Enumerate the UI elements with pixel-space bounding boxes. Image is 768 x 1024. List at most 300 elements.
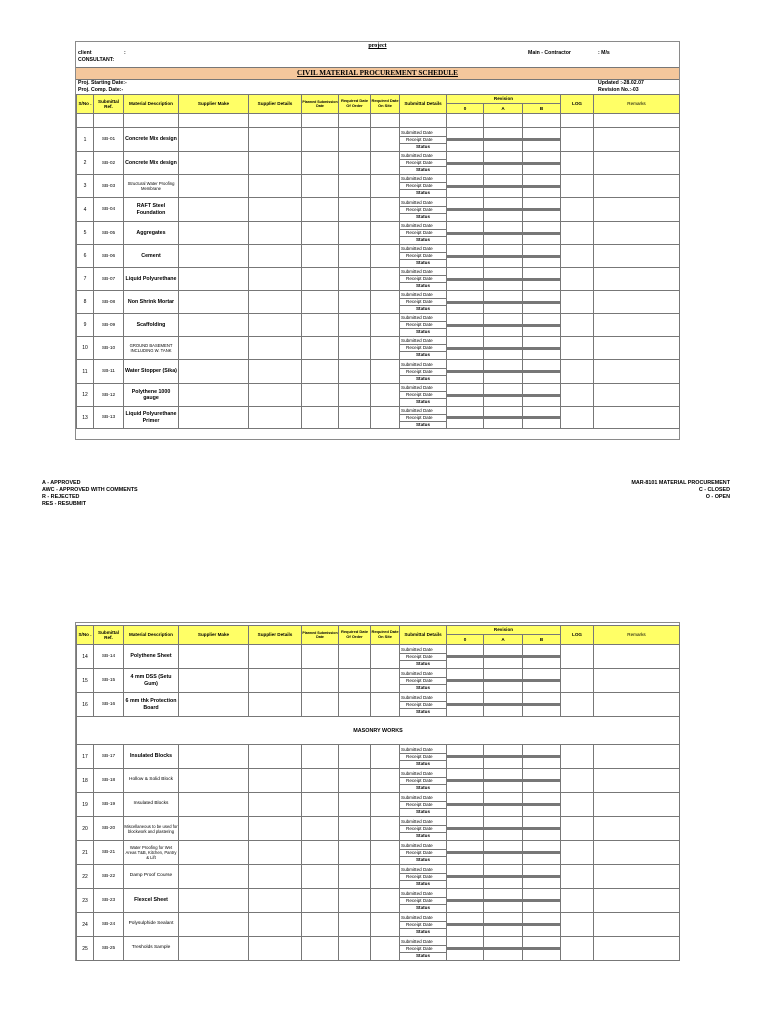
revision-slot bbox=[523, 949, 560, 950]
site-date-cell bbox=[371, 198, 400, 222]
log-cell bbox=[561, 198, 594, 222]
log-cell bbox=[561, 245, 594, 268]
revision-slot bbox=[447, 210, 483, 211]
supplier-details-cell bbox=[249, 175, 302, 198]
revision-slot bbox=[447, 140, 483, 141]
row-number: 14 bbox=[77, 645, 94, 669]
status-label-submitted: Submitted Date bbox=[400, 843, 446, 850]
revision-cell bbox=[484, 268, 523, 291]
remarks-cell bbox=[594, 222, 680, 245]
revision-slot bbox=[484, 805, 522, 806]
supplier-details-cell bbox=[249, 152, 302, 175]
status-label-submitted: Submitted Date bbox=[400, 867, 446, 874]
planned-date-cell bbox=[302, 889, 339, 913]
submittal-ref: SB-07 bbox=[94, 268, 124, 291]
revision-slot bbox=[484, 705, 522, 706]
submittal-details-cell bbox=[400, 865, 447, 889]
order-date-cell bbox=[339, 645, 371, 669]
revision-slot bbox=[523, 657, 560, 658]
status-label-receipt: Receipt Date bbox=[400, 207, 446, 214]
remarks-cell bbox=[594, 152, 680, 175]
log-cell bbox=[561, 222, 594, 245]
revision-cell bbox=[484, 175, 523, 198]
row-number: 25 bbox=[77, 937, 94, 961]
status-label-submitted: Submitted Date bbox=[400, 385, 446, 392]
revision-cell bbox=[523, 669, 561, 693]
order-date-cell bbox=[339, 360, 371, 384]
revision-slot bbox=[523, 372, 560, 373]
table-row bbox=[77, 407, 680, 429]
revision-slot bbox=[523, 901, 560, 902]
revision-cell bbox=[447, 865, 484, 889]
submittal-details-cell bbox=[400, 889, 447, 913]
revision-slot bbox=[523, 418, 560, 419]
revision-cell bbox=[447, 693, 484, 717]
revision-cell bbox=[484, 841, 523, 865]
status-label-status: Status bbox=[415, 708, 431, 714]
status-label-submitted: Submitted Date bbox=[400, 647, 446, 654]
revision-cell bbox=[447, 645, 484, 669]
status-label-submitted: Submitted Date bbox=[400, 795, 446, 802]
revision-slot bbox=[523, 257, 560, 258]
revision-slot bbox=[523, 853, 560, 854]
row-number: 2 bbox=[77, 152, 94, 175]
revision-slot bbox=[447, 681, 483, 682]
log-cell bbox=[561, 745, 594, 769]
row-number: 18 bbox=[77, 769, 94, 793]
supplier-details-cell bbox=[249, 222, 302, 245]
col-material: Material Description bbox=[124, 95, 179, 114]
table-row bbox=[77, 841, 680, 865]
revision-cell bbox=[523, 841, 561, 865]
revision-slot bbox=[523, 234, 560, 235]
revision-cell bbox=[523, 407, 561, 429]
status-label-receipt: Receipt Date bbox=[400, 850, 446, 857]
revision-cell bbox=[447, 889, 484, 913]
remarks-cell bbox=[594, 865, 680, 889]
revision-cell bbox=[484, 337, 523, 360]
material-description: Hollow & Solid Block bbox=[124, 769, 179, 793]
revision-cell bbox=[484, 817, 523, 841]
revision-cell bbox=[447, 769, 484, 793]
planned-date-cell bbox=[302, 937, 339, 961]
submittal-details-cell bbox=[400, 841, 447, 865]
submittal-ref: SB-15 bbox=[94, 669, 124, 693]
site-date-cell bbox=[371, 745, 400, 769]
remarks-cell bbox=[594, 817, 680, 841]
status-label-submitted: Submitted Date bbox=[400, 671, 446, 678]
col-req-site: Required Date On Site bbox=[371, 626, 400, 645]
status-label-status: Status bbox=[415, 167, 431, 172]
status-label-status: Status bbox=[415, 143, 431, 149]
col-supplier-make: Supplier Make bbox=[179, 95, 249, 114]
order-date-cell bbox=[339, 889, 371, 913]
submittal-details-cell bbox=[400, 291, 447, 314]
material-description: Polythene Sheet bbox=[124, 645, 179, 669]
status-label-status: Status bbox=[415, 213, 431, 219]
section-row-masonry bbox=[77, 717, 680, 745]
col-log: LOG bbox=[561, 95, 594, 114]
supplier-details-cell bbox=[249, 841, 302, 865]
revision-slot bbox=[447, 829, 483, 830]
revision-slot bbox=[484, 949, 522, 950]
row-number: 4 bbox=[77, 198, 94, 222]
status-label-submitted: Submitted Date bbox=[400, 223, 446, 230]
supplier-make-cell bbox=[179, 669, 249, 693]
status-label-submitted: Submitted Date bbox=[400, 819, 446, 826]
planned-date-cell bbox=[302, 128, 339, 152]
supplier-details-cell bbox=[249, 268, 302, 291]
planned-date-cell bbox=[302, 245, 339, 268]
material-description: Liquid Polyurethane Primer bbox=[124, 407, 179, 429]
revision-cell bbox=[447, 222, 484, 245]
revision-slot bbox=[484, 925, 522, 926]
revision-cell bbox=[484, 793, 523, 817]
planned-date-cell bbox=[302, 669, 339, 693]
revision-slot bbox=[447, 877, 483, 878]
revision-slot bbox=[523, 805, 560, 806]
planned-date-cell bbox=[302, 360, 339, 384]
remarks-cell bbox=[594, 841, 680, 865]
proj-start-date: Proj. Starting Date:- bbox=[78, 80, 127, 86]
revision-slot bbox=[447, 257, 483, 258]
row-number: 20 bbox=[77, 817, 94, 841]
section-masonry-works: MASONRY WORKS bbox=[77, 717, 680, 745]
order-date-cell bbox=[339, 817, 371, 841]
supplier-details-cell bbox=[249, 889, 302, 913]
row-number: 9 bbox=[77, 314, 94, 337]
revision-cell bbox=[523, 360, 561, 384]
log-cell bbox=[561, 152, 594, 175]
status-label-status: Status bbox=[415, 684, 431, 690]
revision-cell bbox=[484, 245, 523, 268]
revision-slot bbox=[484, 757, 522, 758]
log-cell bbox=[561, 314, 594, 337]
material-description: RAFT Steel Foundation bbox=[124, 198, 179, 222]
revision-cell bbox=[523, 889, 561, 913]
site-date-cell bbox=[371, 337, 400, 360]
revision-cell bbox=[484, 314, 523, 337]
revision-cell bbox=[484, 889, 523, 913]
revision-slot bbox=[484, 657, 522, 658]
revision-cell bbox=[447, 245, 484, 268]
row-number: 8 bbox=[77, 291, 94, 314]
revision-cell bbox=[523, 268, 561, 291]
submittal-ref: SB-12 bbox=[94, 384, 124, 407]
revision-slot bbox=[447, 349, 483, 350]
planned-date-cell bbox=[302, 337, 339, 360]
order-date-cell bbox=[339, 314, 371, 337]
order-date-cell bbox=[339, 793, 371, 817]
log-cell bbox=[561, 693, 594, 717]
planned-date-cell bbox=[302, 745, 339, 769]
revision-slot bbox=[523, 164, 560, 165]
revision-slot bbox=[523, 303, 560, 304]
revision-slot bbox=[484, 681, 522, 682]
status-label-receipt: Receipt Date bbox=[400, 322, 446, 329]
revision-cell bbox=[447, 407, 484, 429]
material-description: Water Proofing for Wet Areas T&B, Kitchen, Pantry & Lift bbox=[124, 841, 179, 865]
site-date-cell bbox=[371, 865, 400, 889]
submittal-details-cell bbox=[400, 407, 447, 429]
procurement-table-2 bbox=[76, 625, 680, 961]
status-label-receipt: Receipt Date bbox=[400, 754, 446, 761]
remarks-cell bbox=[594, 669, 680, 693]
revision-slot bbox=[447, 326, 483, 327]
material-description: Insulated Blocks bbox=[124, 793, 179, 817]
revision-slot bbox=[447, 805, 483, 806]
submittal-ref: SB-10 bbox=[94, 337, 124, 360]
submittal-ref: SB-03 bbox=[94, 175, 124, 198]
log-cell bbox=[561, 865, 594, 889]
revision-cell bbox=[523, 645, 561, 669]
sheet-title-bar bbox=[76, 67, 679, 80]
material-description: Non Shrink Mortar bbox=[124, 291, 179, 314]
revision-slot bbox=[484, 877, 522, 878]
table-row bbox=[77, 291, 680, 314]
remarks-cell bbox=[594, 245, 680, 268]
remarks-cell bbox=[594, 769, 680, 793]
schedule-sheet-2 bbox=[75, 622, 680, 961]
submittal-details-cell bbox=[400, 198, 447, 222]
site-date-cell bbox=[371, 669, 400, 693]
table-row bbox=[77, 913, 680, 937]
table-row bbox=[77, 645, 680, 669]
revision-cell bbox=[523, 817, 561, 841]
col-revision: Revision bbox=[447, 95, 561, 104]
revision-cell bbox=[447, 268, 484, 291]
status-label-receipt: Receipt Date bbox=[400, 702, 446, 709]
submittal-ref: SB-24 bbox=[94, 913, 124, 937]
revision-slot bbox=[484, 396, 522, 397]
supplier-details-cell bbox=[249, 745, 302, 769]
col-req-order: Required Date Of Order bbox=[339, 95, 371, 114]
revision-slot bbox=[523, 280, 560, 281]
row-number: 17 bbox=[77, 745, 94, 769]
revision-cell bbox=[484, 360, 523, 384]
revision-cell bbox=[523, 222, 561, 245]
revision-slot bbox=[484, 349, 522, 350]
revision-cell bbox=[484, 769, 523, 793]
col-rev-a: A bbox=[484, 635, 523, 645]
status-label-receipt: Receipt Date bbox=[400, 778, 446, 785]
table-row bbox=[77, 693, 680, 717]
remarks-cell bbox=[594, 384, 680, 407]
revision-slot bbox=[484, 901, 522, 902]
site-date-cell bbox=[371, 793, 400, 817]
status-label-status: Status bbox=[415, 904, 431, 910]
col-planned: Planned Submission Date bbox=[302, 95, 339, 114]
log-cell bbox=[561, 817, 594, 841]
revision-slot bbox=[447, 164, 483, 165]
revision-cell bbox=[484, 937, 523, 961]
supplier-details-cell bbox=[249, 645, 302, 669]
status-label-status: Status bbox=[415, 329, 431, 334]
revision-cell bbox=[484, 198, 523, 222]
remarks-cell bbox=[594, 291, 680, 314]
status-label-submitted: Submitted Date bbox=[400, 292, 446, 299]
submittal-details-cell bbox=[400, 152, 447, 175]
site-date-cell bbox=[371, 693, 400, 717]
revision-slot bbox=[447, 757, 483, 758]
revision-cell bbox=[523, 793, 561, 817]
revision-slot bbox=[447, 234, 483, 235]
revision-cell bbox=[484, 865, 523, 889]
revision-cell bbox=[447, 384, 484, 407]
submittal-details-cell bbox=[400, 745, 447, 769]
planned-date-cell bbox=[302, 314, 339, 337]
legend-approved: A - APPROVED bbox=[42, 480, 81, 486]
revision-slot bbox=[523, 349, 560, 350]
revision-cell bbox=[447, 175, 484, 198]
log-cell bbox=[561, 889, 594, 913]
supplier-details-cell bbox=[249, 693, 302, 717]
planned-date-cell bbox=[302, 693, 339, 717]
supplier-make-cell bbox=[179, 291, 249, 314]
col-sno: S/No . bbox=[77, 626, 94, 645]
revision-cell bbox=[484, 222, 523, 245]
supplier-details-cell bbox=[249, 314, 302, 337]
col-ref: Submittal Ref. bbox=[94, 626, 124, 645]
submittal-details-cell bbox=[400, 268, 447, 291]
submittal-ref: SB-01 bbox=[94, 128, 124, 152]
material-description: Concrete Mix design bbox=[124, 128, 179, 152]
submittal-ref: SB-20 bbox=[94, 817, 124, 841]
revision-cell bbox=[484, 128, 523, 152]
row-number: 12 bbox=[77, 384, 94, 407]
supplier-details-cell bbox=[249, 769, 302, 793]
supplier-details-cell bbox=[249, 291, 302, 314]
log-cell bbox=[561, 360, 594, 384]
site-date-cell bbox=[371, 314, 400, 337]
col-supplier-details: Supplier Details bbox=[249, 95, 302, 114]
table-row bbox=[77, 175, 680, 198]
row-number: 16 bbox=[77, 693, 94, 717]
table-row bbox=[77, 817, 680, 841]
log-cell bbox=[561, 937, 594, 961]
project-title: project bbox=[368, 43, 387, 49]
col-rev-a: A bbox=[484, 104, 523, 114]
status-label-status: Status bbox=[415, 421, 431, 427]
supplier-make-cell bbox=[179, 384, 249, 407]
revision-slot bbox=[447, 705, 483, 706]
planned-date-cell bbox=[302, 291, 339, 314]
col-material: Material Description bbox=[124, 626, 179, 645]
order-date-cell bbox=[339, 693, 371, 717]
status-label-submitted: Submitted Date bbox=[400, 153, 446, 160]
material-description: 6 mm thk Protection Board bbox=[124, 693, 179, 717]
revision-slot bbox=[447, 187, 483, 188]
site-date-cell bbox=[371, 291, 400, 314]
supplier-make-cell bbox=[179, 645, 249, 669]
material-description: 4 mm DSS (Setu Gum) bbox=[124, 669, 179, 693]
site-date-cell bbox=[371, 245, 400, 268]
revision-slot bbox=[484, 781, 522, 782]
revision-slot bbox=[523, 705, 560, 706]
status-label-receipt: Receipt Date bbox=[400, 345, 446, 352]
material-description: Liquid Polyurethane bbox=[124, 268, 179, 291]
submittal-ref: SB-19 bbox=[94, 793, 124, 817]
material-description: Scaffolding bbox=[124, 314, 179, 337]
supplier-make-cell bbox=[179, 841, 249, 865]
table-row bbox=[77, 769, 680, 793]
supplier-details-cell bbox=[249, 865, 302, 889]
order-date-cell bbox=[339, 769, 371, 793]
site-date-cell bbox=[371, 769, 400, 793]
table-row bbox=[77, 337, 680, 360]
remarks-cell bbox=[594, 745, 680, 769]
revision-slot bbox=[484, 326, 522, 327]
supplier-make-cell bbox=[179, 198, 249, 222]
revision-cell bbox=[447, 913, 484, 937]
revision-slot bbox=[523, 210, 560, 211]
supplier-details-cell bbox=[249, 360, 302, 384]
status-label-status: Status bbox=[415, 306, 431, 311]
log-cell bbox=[561, 175, 594, 198]
submittal-ref: SB-02 bbox=[94, 152, 124, 175]
revision-cell bbox=[523, 384, 561, 407]
order-date-cell bbox=[339, 198, 371, 222]
submittal-details-cell bbox=[400, 314, 447, 337]
log-cell bbox=[561, 407, 594, 429]
revision-cell bbox=[523, 198, 561, 222]
status-label-receipt: Receipt Date bbox=[400, 678, 446, 685]
revision-slot bbox=[484, 372, 522, 373]
submittal-ref: SB-13 bbox=[94, 407, 124, 429]
supplier-details-cell bbox=[249, 913, 302, 937]
order-date-cell bbox=[339, 175, 371, 198]
site-date-cell bbox=[371, 817, 400, 841]
planned-date-cell bbox=[302, 175, 339, 198]
supplier-make-cell bbox=[179, 360, 249, 384]
revision-cell bbox=[523, 245, 561, 268]
procurement-table-1 bbox=[76, 94, 680, 429]
revision-slot bbox=[484, 164, 522, 165]
revision-slot bbox=[484, 140, 522, 141]
revision-slot bbox=[484, 234, 522, 235]
supplier-make-cell bbox=[179, 889, 249, 913]
planned-date-cell bbox=[302, 384, 339, 407]
status-label-submitted: Submitted Date bbox=[400, 176, 446, 183]
site-date-cell bbox=[371, 268, 400, 291]
status-label-receipt: Receipt Date bbox=[400, 874, 446, 881]
supplier-make-cell bbox=[179, 337, 249, 360]
site-date-cell bbox=[371, 889, 400, 913]
submittal-details-cell bbox=[400, 937, 447, 961]
status-label-status: Status bbox=[415, 928, 431, 934]
supplier-make-cell bbox=[179, 175, 249, 198]
order-date-cell bbox=[339, 245, 371, 268]
status-label-receipt: Receipt Date bbox=[400, 415, 446, 422]
revision-slot bbox=[523, 829, 560, 830]
row-number: 6 bbox=[77, 245, 94, 268]
row-number: 22 bbox=[77, 865, 94, 889]
submittal-ref: SB-16 bbox=[94, 693, 124, 717]
revision-cell bbox=[523, 337, 561, 360]
planned-date-cell bbox=[302, 645, 339, 669]
status-label-submitted: Submitted Date bbox=[400, 771, 446, 778]
status-label-submitted: Submitted Date bbox=[400, 269, 446, 276]
status-label-submitted: Submitted Date bbox=[400, 695, 446, 702]
status-label-submitted: Submitted Date bbox=[400, 200, 446, 207]
supplier-make-cell bbox=[179, 745, 249, 769]
planned-date-cell bbox=[302, 268, 339, 291]
revision-cell bbox=[484, 913, 523, 937]
submittal-ref: SB-22 bbox=[94, 865, 124, 889]
status-label-status: Status bbox=[415, 808, 431, 814]
log-cell bbox=[561, 669, 594, 693]
legend-left bbox=[42, 480, 138, 508]
